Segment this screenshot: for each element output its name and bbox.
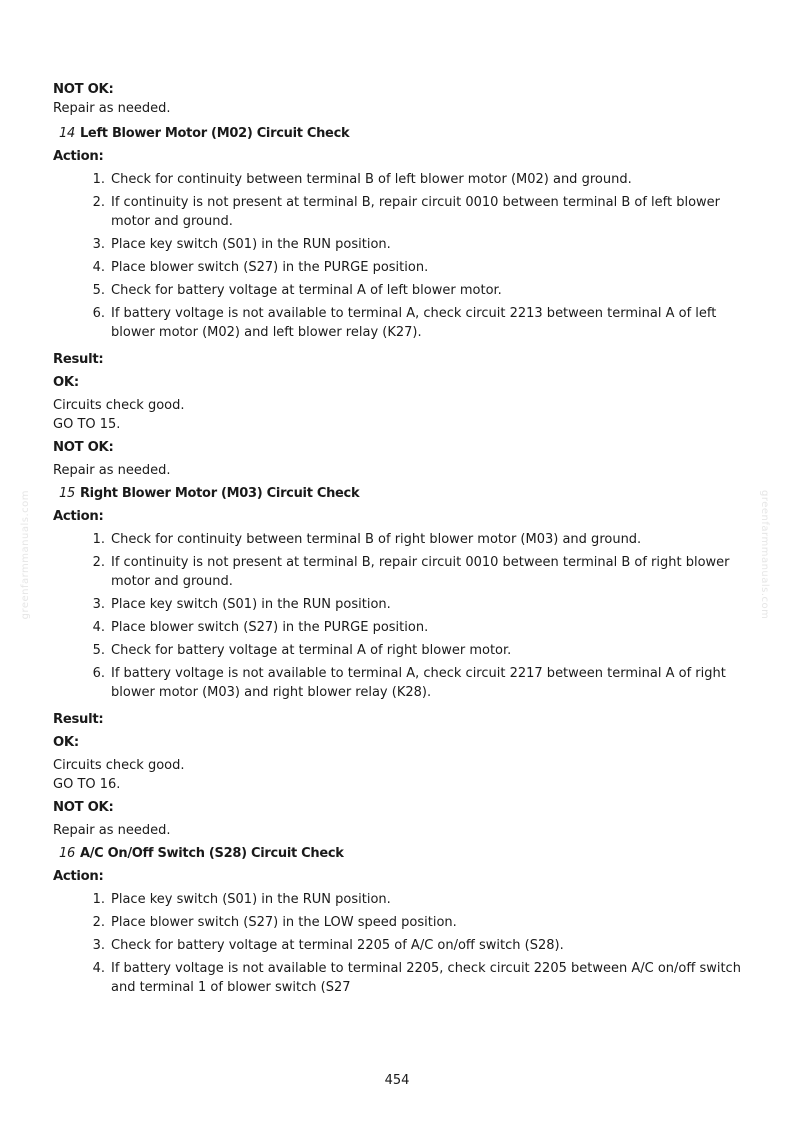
watermark-left: greenfarmmanuals.com	[20, 490, 31, 620]
not-ok-label: NOT OK:	[53, 800, 114, 815]
ok-label: OK:	[53, 735, 79, 750]
section-title: A/C On/Off Switch (S28) Circuit Check	[79, 846, 344, 861]
section-title: Right Blower Motor (M03) Circuit Check	[79, 486, 360, 501]
list-item: 2. If continuity is not present at terminal B, repair circuit 0010 between terminal B of right blower motor and ground.	[92, 555, 730, 589]
list-item: 2. If continuity is not present at terminal B, repair circuit 0010 between terminal B of left blower motor and ground.	[92, 195, 721, 229]
section-number: 16	[59, 846, 75, 861]
result-label: Result:	[53, 712, 104, 727]
action-label: Action:	[53, 509, 104, 524]
document-body	[53, 80, 743, 1001]
list-item: 3. Check for battery voltage at terminal 2205 of A/C on/off switch (S28).	[92, 938, 564, 953]
page-number: 454	[384, 1073, 410, 1088]
ok-label: OK:	[53, 375, 79, 390]
action-steps	[53, 890, 743, 997]
not-ok-label: NOT OK:	[53, 82, 114, 97]
not-ok-text: Repair as needed.	[53, 823, 171, 838]
list-item: 2. Place blower switch (S27) in the LOW speed position.	[92, 915, 457, 930]
section-number: 14	[59, 126, 75, 141]
list-item: 1. Check for continuity between terminal B of left blower motor (M02) and ground.	[92, 172, 632, 187]
section-title: Left Blower Motor (M02) Circuit Check	[79, 126, 350, 141]
list-item: 3. Place key switch (S01) in the RUN position.	[92, 597, 391, 612]
goto-text: GO TO 15.	[53, 417, 121, 432]
not-ok-text: Repair as needed.	[53, 463, 171, 478]
section-heading	[53, 124, 743, 143]
list-item: 4. If battery voltage is not available to terminal 2205, check circuit 2205 between A/C on/off switch and terminal 1 of blower switch (S27	[92, 961, 741, 995]
goto-text: GO TO 16.	[53, 777, 121, 792]
ok-text: Circuits check good.	[53, 398, 185, 413]
section-heading	[53, 844, 743, 863]
action-label: Action:	[53, 869, 104, 884]
action-steps	[53, 170, 743, 342]
list-item: 6. If battery voltage is not available to terminal A, check circuit 2213 between terminal A of left blower motor (M02) and left blower relay (K27).	[92, 306, 717, 340]
result-label: Result:	[53, 352, 104, 367]
watermark-right: greenfarmmanuals.com	[759, 490, 770, 620]
ok-text: Circuits check good.	[53, 758, 185, 773]
not-ok-text: Repair as needed.	[53, 101, 171, 116]
section-number: 15	[59, 486, 75, 501]
action-label: Action:	[53, 149, 104, 164]
list-item: 4. Place blower switch (S27) in the PURGE position.	[92, 260, 429, 275]
list-item: 1. Place key switch (S01) in the RUN position.	[92, 892, 391, 907]
list-item: 5. Check for battery voltage at terminal A of right blower motor.	[92, 643, 512, 658]
section-16	[53, 844, 743, 997]
not-ok-label: NOT OK:	[53, 440, 114, 455]
list-item: 4. Place blower switch (S27) in the PURGE position.	[92, 620, 429, 635]
list-item: 5. Check for battery voltage at terminal A of left blower motor.	[92, 283, 502, 298]
section-15	[53, 484, 743, 844]
list-item: 1. Check for continuity between terminal B of right blower motor (M03) and ground.	[92, 532, 642, 547]
list-item: 3. Place key switch (S01) in the RUN position.	[92, 237, 391, 252]
section-heading	[53, 484, 743, 503]
list-item: 6. If battery voltage is not available to terminal A, check circuit 2217 between terminal A of right blower motor (M03) and right blower relay (K28).	[92, 666, 726, 700]
action-steps	[53, 530, 743, 702]
section-14	[53, 124, 743, 484]
